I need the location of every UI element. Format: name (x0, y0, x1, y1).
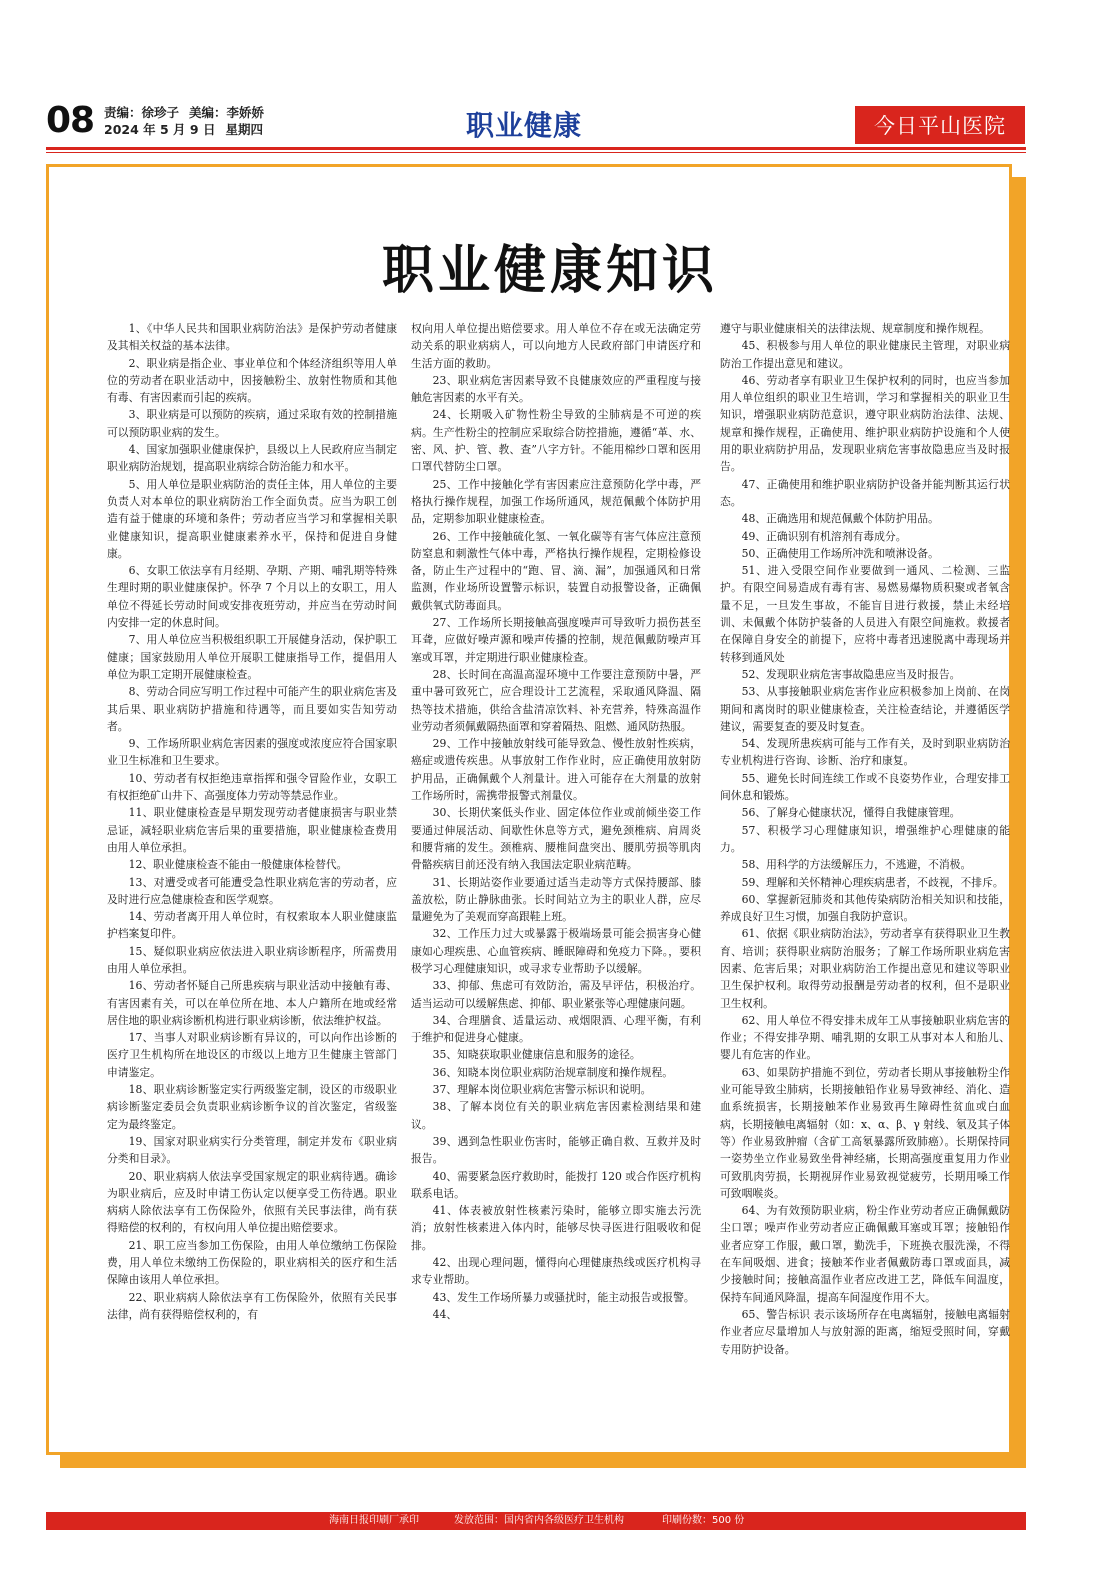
issue-weekday: 星期四 (225, 122, 263, 137)
article-paragraph: 12、职业健康检查不能由一般健康体检替代。 (128, 858, 348, 872)
article-paragraph: 20、职业病病人依法享受国家规定的职业病待遇。确诊为职业病后，应及时申请工伤认定以便享受工伤待遇。职业病病人除依法享有工伤保险外，依照有关民事法律，尚有获得赔偿的权利的，有权向用人单位提出赔偿要求。 (107, 1169, 397, 1235)
article-paragraph: 58、用科学的方法缓解压力，不逃避，不消极。 (741, 858, 972, 872)
article-paragraph: 52、发现职业病危害事故隐患应当及时报告。 (741, 667, 961, 681)
article-paragraph: 56、了解身心健康状况，懂得自我健康管理。 (741, 806, 961, 820)
section-title: 职业健康 (466, 109, 583, 142)
editor-name: 责编：徐珍子 (104, 105, 180, 120)
article-paragraph: 30、长期伏案低头作业、固定体位作业或前倾坐姿工作要通过伸展活动、间歇性休息等方式，避免颈椎病、肩周炎和腰背痛的发生。颈椎病、腰椎间盘突出、腰肌劳损等肌肉骨骼疾病目前还没有纳入我国法定职业病范畴。 (411, 806, 701, 872)
article-paragraph: 1、《中华人民共和国职业病防治法》是保护劳动者健康及其相关权益的基本法律。 (107, 322, 397, 353)
article-paragraph: 18、职业病诊断鉴定实行两级鉴定制，设区的市级职业病诊断鉴定委员会负责职业病诊断争议的首次鉴定，省级鉴定为最终鉴定。 (107, 1083, 397, 1131)
article-paragraph: 14、劳动者离开用人单位时，有权索取本人职业健康监护档案复印件。 (107, 910, 397, 941)
article-paragraph: 28、长时间在高温高湿环境中工作要注意预防中暑，严重中暑可致死亡，应合理设计工艺流程，采取通风降温、隔热等技术措施，供给含盐清凉饮料、补充营养，特殊高温作业劳动者须佩戴隔热面罩和穿着隔热、阻燃、通风防热服。 (411, 667, 701, 733)
article-paragraph: 59、理解和关怀精神心理疾病患者，不歧视，不排斥。 (741, 875, 1004, 889)
article-paragraph: 43、发生工作场所暴力或骚扰时，能主动报告或报警。 (432, 1290, 695, 1304)
article-paragraph: 21、职工应当参加工伤保险，由用人单位缴纳工伤保险费，用人单位未缴纳工伤保险的，职业病相关的医疗和生活保障由该用人单位承担。 (107, 1238, 397, 1287)
article-paragraph: 3、职业病是可以预防的疾病，通过采取有效的控制措施可以预防职业病的发生。 (107, 408, 397, 439)
article-paragraph: 27、工作场所长期接触高强度噪声可导致听力损伤甚至耳聋，应做好噪声源和噪声传播的控制，规范佩戴防噪声耳塞或耳罩，并定期进行职业健康检查。 (411, 616, 701, 664)
article-column-3 (720, 320, 1010, 1420)
article-paragraph: 35、知晓获取职业健康信息和服务的途径。 (432, 1048, 641, 1062)
article-paragraph: 9、工作场所职业病危害因素的强度或浓度应符合国家职业卫生标准和卫生要求。 (107, 737, 397, 768)
article-paragraph: 5、用人单位是职业病防治的责任主体，用人单位的主要负责人对本单位的职业病防治工作全面负责。应当为职工创造有益于健康的环境和条件；劳动者应当学习和掌握相关职业健康知识，提高职业健康素养水平，保持和促进自身健康。 (107, 477, 397, 560)
article-paragraph: 33、抑郁、焦虑可有效防治，需及早评估，积极治疗。适当运动可以缓解焦虑、抑郁、职业紧张等心理健康问题。 (411, 979, 701, 1010)
masthead (0, 0, 1100, 160)
article-paragraph: 权向用人单位提出赔偿要求。用人单位不存在或无法确定劳动关系的职业病病人，可以向地方人民政府部门申请医疗和生活方面的救助。 (411, 322, 701, 370)
article-paragraph: 50、正确使用工作场所冲洗和喷淋设备。 (741, 546, 939, 560)
article-paragraph: 55、避免长时间连续工作或不良姿势作业，合理安排工间休息和锻炼。 (720, 771, 1010, 803)
article-paragraph: 32、工作压力过大或暴露于极端场景可能会损害身心健康如心理疾患、心血管疾病、睡眠障碍和免疫力下降。，要积极学习心理健康知识，或寻求专业帮助予以缓解。 (411, 927, 701, 975)
article-paragraph: 17、当事人对职业病诊断有异议的，可以向作出诊断的医疗卫生机构所在地设区的市级以上地方卫生健康主管部门申请鉴定。 (107, 1031, 397, 1079)
brand-logo (855, 106, 1025, 144)
article-paragraph: 8、劳动合同应写明工作过程中可能产生的职业病危害及其后果、职业病防护措施和待遇等，而且要如实告知劳动者。 (107, 685, 397, 733)
brand-name: 今日平山医院 (874, 114, 1006, 138)
article-paragraph: 37、理解本岗位职业病危害警示标识和说明。 (432, 1083, 652, 1097)
article-paragraph: 6、女职工依法享有月经期、孕期、产期、哺乳期等特殊生理时期的职业健康保护。怀孕 7 个月以上的女职工，用人单位不得延长劳动时间或安排夜班劳动，并应当在劳动时间内安排一定的休息时间。 (107, 564, 397, 630)
article-paragraph: 13、对遭受或者可能遭受急性职业病危害的劳动者，应及时进行应急健康检查和医学观察。 (107, 875, 397, 906)
article-paragraph: 31、长期站姿作业要通过适当走动等方式保持腰部、膝盖放松，防止静脉曲张。长时间站立为主的职业人群，应尽量避免为了美观而穿高跟鞋上班。 (411, 875, 701, 924)
article-paragraph: 23、职业病危害因素导致不良健康效应的严重程度与接触危害因素的水平有关。 (411, 373, 701, 405)
article-paragraph: 2、职业病是指企业、事业单位和个体经济组织等用人单位的劳动者在职业活动中，因接触粉尘、放射性物质和其他有毒、有害因素而引起的疾病。 (107, 356, 397, 405)
article-paragraph: 47、正确使用和维护职业病防护设备并能判断其运行状态。 (720, 477, 1010, 508)
article-column-2 (411, 320, 701, 1420)
article-paragraph: 61、依据《职业病防治法》，劳动者享有获得职业卫生教育、培训；获得职业病防治服务；了解工作场所职业病危害因素、危害后果；对职业病防治工作提出意见和建议等职业卫生保护权利。取得劳动报酬是劳动者的权利，但不是职业卫生权利。 (720, 927, 1010, 1010)
page-number: 08 (46, 100, 95, 141)
article-paragraph: 62、用人单位不得安排未成年工从事接触职业病危害的作业；不得安排孕期、哺乳期的女职工从事对本人和胎儿、婴儿有危害的作业。 (720, 1013, 1010, 1062)
footer-print-run: 印刷份数：500 份 (662, 1515, 745, 1526)
header-rule (46, 147, 1026, 150)
article-paragraph: 36、知晓本岗位职业病防治规章制度和操作规程。 (432, 1065, 674, 1079)
article-paragraph: 63、如果防护措施不到位，劳动者长期从事接触粉尘作业可能导致尘肺病，长期接触铅作业易导致神经、消化、造血系统损害，长期接触苯作业易致再生障碍性贫血或白血病，长期接触电离辐射（如：x、α、β、γ 射线、氡及其子体等）作业易致肿瘤（含矿工高氡暴露所致肺癌）。长期保持同一姿势坐立作业易致坐骨神经痛，长期高强度重复用力作业可致肌肉劳损，长期视屏作业易致视觉疲劳，长期用嗓工作可致咽喉炎。 (720, 1065, 1010, 1200)
article-paragraph: 4、国家加强职业健康保护，县级以上人民政府应当制定职业病防治规划，提高职业病综合防治能力和水平。 (107, 443, 397, 474)
article-paragraph: 34、合理膳食、适量运动、戒烟限酒、心理平衡，有利于维护和促进身心健康。 (411, 1013, 701, 1045)
issue-date: 2024 年 5 月 9 日 (104, 122, 216, 137)
header-rule-thin (46, 152, 1026, 153)
article-paragraph: 38、了解本岗位有关的职业病危害因素检测结果和建议。 (411, 1100, 701, 1131)
article-paragraph: 11、职业健康检查是早期发现劳动者健康损害与职业禁忌证，减轻职业病危害后果的重要措施，职业健康检查费用由用人单位承担。 (107, 806, 397, 854)
article-paragraph: 46、劳动者享有职业卫生保护权利的同时，也应当参加用人单位组织的职业卫生培训，学习和掌握相关的职业卫生知识，增强职业病防范意识，遵守职业病防治法律、法规、规章和操作规程，正确使用、维护职业病防护设施和个人使用的职业病防护用品，发现职业病危害事故隐患应当及时报告。 (720, 373, 1010, 474)
article-title: 职业健康知识 (381, 241, 718, 301)
article-paragraph: 49、正确识别有机溶剂有毒成分。 (741, 529, 907, 543)
article-paragraph: 29、工作中接触放射线可能导致急、慢性放射性疾病，癌症或遗传疾患。从事放射工作作业时，应正确使用放射防护用品，正确佩戴个人剂量计。进入可能存在大剂量的放射工作场所时，需携带报警式剂量仪。 (411, 737, 701, 803)
article-paragraph: 48、正确选用和规范佩戴个体防护用品。 (741, 512, 939, 526)
article-paragraph: 16、劳动者怀疑自己所患疾病与职业活动中接触有毒、有害因素有关，可以在单位所在地、本人户籍所在地或经常居住地的职业病诊断机构进行职业病诊断，依法维护权益。 (107, 979, 397, 1027)
article-paragraph: 53、从事接触职业病危害作业应积极参加上岗前、在岗期间和离岗时的职业健康检查，关注检查结论，并遵循医学建议，需要复查的要及时复查。 (720, 685, 1010, 733)
article-paragraph: 15、疑似职业病应依法进入职业病诊断程序，所需费用由用人单位承担。 (107, 944, 397, 975)
article-column-1 (107, 320, 397, 1420)
article-paragraph: 7、用人单位应当积极组织职工开展健身活动，保护职工健康；国家鼓励用人单位开展职工健康指导工作，提倡用人单位为职工定期开展健康检查。 (107, 633, 397, 681)
footer-bar (46, 1512, 1026, 1530)
article-paragraph: 26、工作中接触硫化氢、一氧化碳等有害气体应注意预防窒息和刺激性气体中毒，严格执行操作规程，定期检修设备，防止生产过程中的“跑、冒、滴、漏”，加强通风和日常监测，作业场所设置警示标识，装置自动报警设备，正确佩戴供氧式防毒面具。 (411, 529, 701, 612)
article-paragraph: 40、需要紧急医疗救助时，能拨打 120 或合作医疗机构联系电话。 (411, 1169, 701, 1200)
article-paragraph: 41、体表被放射性核素污染时，能够立即实施去污洗消；放射性核素进入体内时，能够尽快寻医进行阻吸收和促排。 (411, 1204, 701, 1252)
article-paragraph: 遵守与职业健康相关的法律法规、规章制度和操作规程。 (720, 322, 990, 335)
article-paragraph: 39、遇到急性职业伤害时，能够正确自救、互救并及时报告。 (411, 1134, 701, 1166)
article-paragraph: 64、为有效预防职业病，粉尘作业劳动者应正确佩戴防尘口罩；噪声作业劳动者应正确佩戴耳塞或耳罩；接触铅作业者应穿工作服，戴口罩，勤洗手，下班换衣服洗澡，不得在车间吸烟、进食；接触苯作业者佩戴防毒口罩或面具，减少接触时间；接触高温作业者应改进工艺，降低车间温度，保持车间通风降温，提高车间湿度作用不大。 (720, 1204, 1010, 1304)
article-paragraph: 44、 (432, 1307, 458, 1321)
article-paragraph: 42、出现心理问题，懂得向心理健康热线或医疗机构寻求专业帮助。 (411, 1256, 701, 1287)
article-paragraph: 57、积极学习心理健康知识，增强维护心理健康的能力。 (720, 823, 1010, 854)
article-paragraph: 22、职业病病人除依法享有工伤保险外，依照有关民事法律，尚有获得赔偿权利的，有 (107, 1290, 397, 1321)
editor-info (104, 104, 274, 138)
article-paragraph: 65、警告标识 表示该场所存在电离辐射，接触电离辐射作业者应尽量增加人与放射源的距离，缩短受照时间，穿戴专用防护设备。 (720, 1307, 1010, 1356)
article-paragraph: 19、国家对职业病实行分类管理，制定并发布《职业病分类和目录》。 (107, 1134, 397, 1166)
article-paragraph: 25、工作中接触化学有害因素应注意预防化学中毒，严格执行操作规程，加强工作场所通风，规范佩戴个体防护用品，定期参加职业健康检查。 (411, 477, 701, 526)
article-paragraph: 24、长期吸入矿物性粉尘导致的尘肺病是不可逆的疾病。生产性粉尘的控制应采取综合防控措施，遵循“革、水、密、风、护、管、教、查”八字方针。不能用棉纱口罩和医用口罩代替防尘口罩。 (411, 408, 701, 474)
footer-distribution: 发放范围：国内省内各级医疗卫生机构 (454, 1515, 624, 1526)
footer-printer: 海南日报印刷厂承印 (329, 1515, 419, 1526)
designer-name: 美编：李娇娇 (189, 105, 265, 120)
article-paragraph: 45、积极参与用人单位的职业健康民主管理，对职业病防治工作提出意见和建议。 (720, 339, 1010, 370)
article-paragraph: 51、进入受限空间作业要做到一通风、二检测、三监护。有限空间易造成有毒有害、易燃易爆物质积聚或者氧含量不足，一旦发生事故，不能盲目进行救援，禁止未经培训、未佩戴个体防护装备的人员进入有限空间施救。救援者在保障自身安全的前提下，应将中毒者迅速脱离中毒现场并转移到通风处 (720, 564, 1010, 664)
article-paragraph: 60、掌握新冠肺炎和其他传染病防治相关知识和技能，养成良好卫生习惯，加强自我防护意识。 (720, 892, 1010, 924)
article-paragraph: 54、发现所患疾病可能与工作有关，及时到职业病防治专业机构进行咨询、诊断、治疗和康复。 (720, 737, 1010, 768)
article-paragraph: 10、劳动者有权拒绝违章指挥和强令冒险作业，女职工有权拒绝矿山井下、高强度体力劳动等禁忌作业。 (107, 771, 397, 803)
